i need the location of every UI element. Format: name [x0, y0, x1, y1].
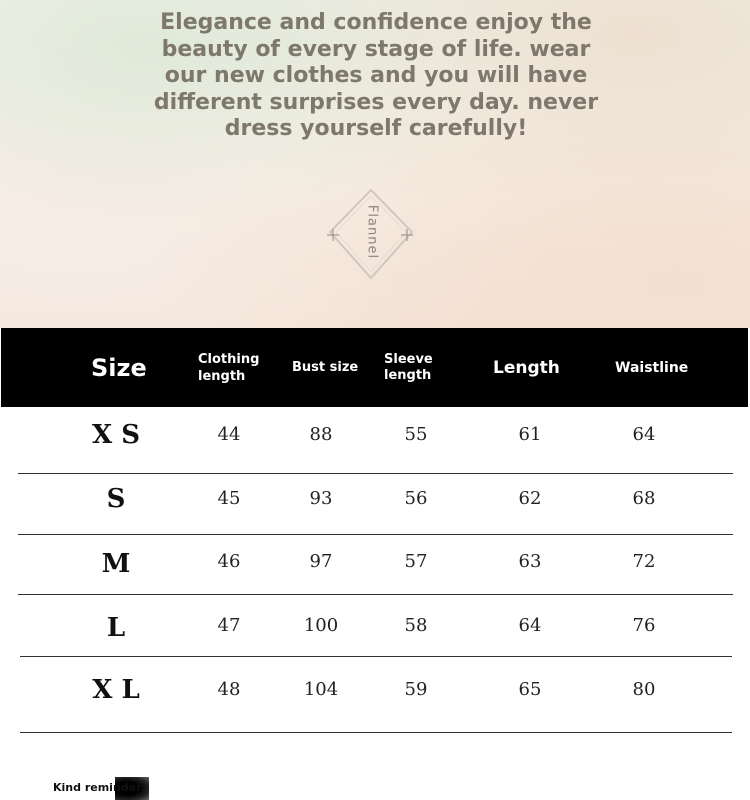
hero-banner — [0, 0, 750, 328]
waistline-cell: 64 — [632, 424, 656, 445]
header-size: Size — [91, 353, 147, 382]
sleeve-length-cell: 56 — [404, 488, 428, 509]
bust-size-cell: 97 — [309, 551, 333, 572]
length-cell: 63 — [518, 551, 542, 572]
clothing-length-cell: 45 — [217, 488, 241, 509]
size-cell: M — [101, 549, 131, 579]
size-cell: L — [106, 613, 126, 643]
sleeve-length-cell: 59 — [404, 679, 428, 700]
sleeve-length-cell: 58 — [404, 615, 428, 636]
bust-size-cell: 88 — [309, 424, 333, 445]
clothing-length-cell: 47 — [217, 615, 241, 636]
bust-size-cell: 93 — [309, 488, 333, 509]
header-clothing-length: Clothing length — [198, 351, 260, 384]
size-table-header — [1, 328, 748, 407]
hero-tagline: Elegance and confidence enjoy the beauty of every stage of life. wear our new clothes and you will have different surprises every day. never dress yourself carefully! — [153, 10, 599, 141]
length-cell: 64 — [518, 615, 542, 636]
length-cell: 65 — [518, 679, 542, 700]
header-waistline: Waistline — [615, 359, 689, 376]
row-divider — [18, 594, 733, 595]
clothing-length-cell: 46 — [217, 551, 241, 572]
row-divider — [18, 473, 733, 474]
kind-reminder-heading: Kind reminder — [53, 781, 142, 794]
waistline-cell: 68 — [632, 488, 656, 509]
fabric-label: Flannel — [364, 204, 380, 260]
row-divider — [20, 656, 732, 657]
length-cell: 62 — [518, 488, 542, 509]
length-cell: 61 — [518, 424, 542, 445]
header-sleeve-length: Sleeve length — [384, 351, 433, 383]
size-cell: X S — [91, 420, 141, 450]
header-length: Length — [493, 357, 560, 378]
waistline-cell: 76 — [632, 615, 656, 636]
sleeve-length-cell: 55 — [404, 424, 428, 445]
size-cell: X L — [92, 675, 140, 705]
fabric-badge — [322, 186, 422, 286]
size-cell: S — [106, 484, 126, 514]
waistline-cell: 72 — [632, 551, 656, 572]
header-bust-size: Bust size — [292, 360, 359, 375]
row-divider — [20, 732, 732, 733]
bust-size-cell: 100 — [303, 615, 339, 636]
bust-size-cell: 104 — [303, 679, 339, 700]
clothing-length-cell: 48 — [217, 679, 241, 700]
row-divider — [18, 534, 733, 535]
sleeve-length-cell: 57 — [404, 551, 428, 572]
clothing-length-cell: 44 — [217, 424, 241, 445]
waistline-cell: 80 — [632, 679, 656, 700]
